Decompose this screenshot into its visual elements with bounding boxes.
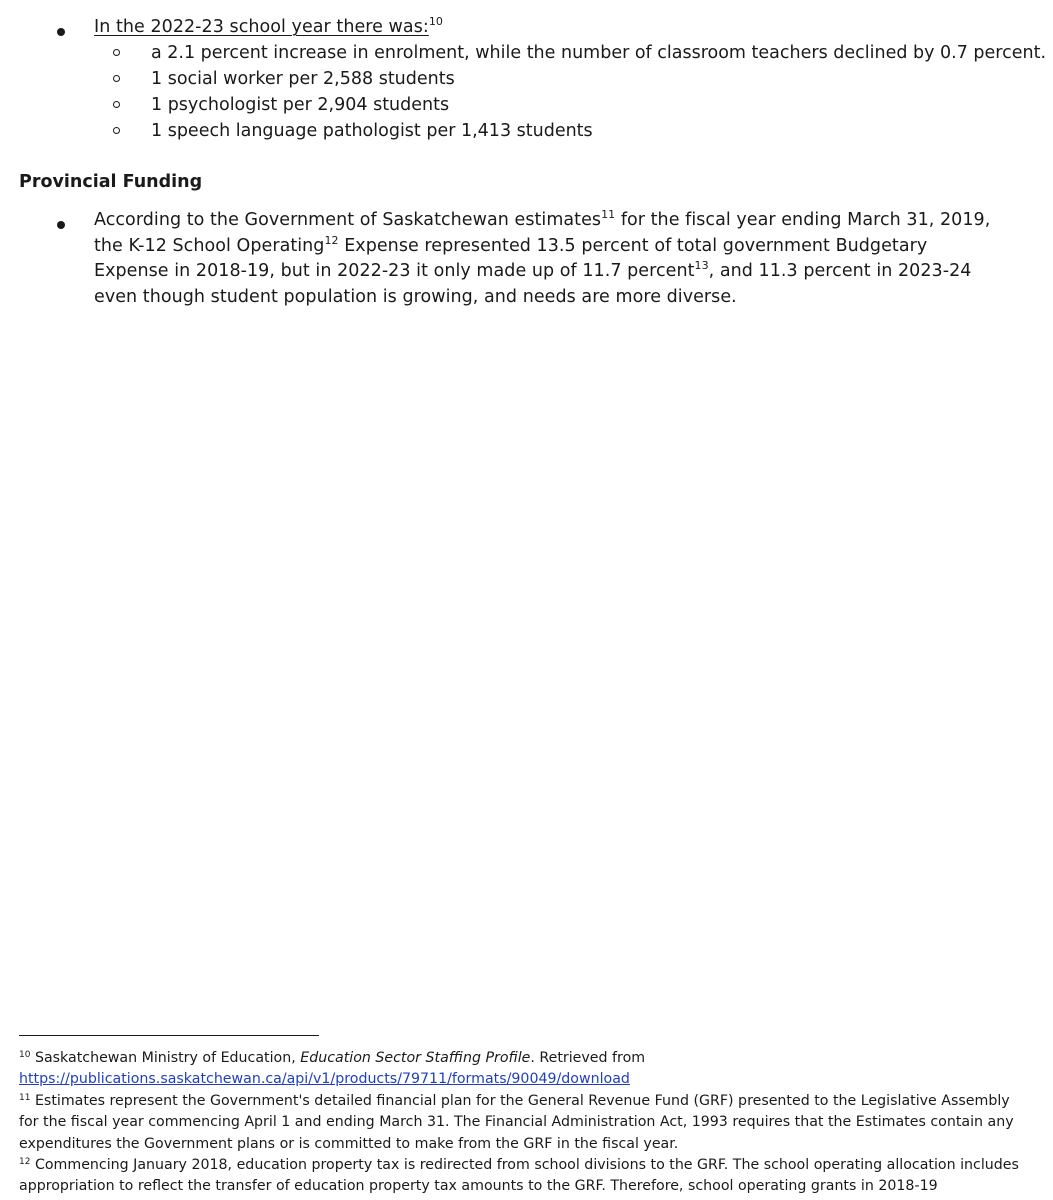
sub-list-item <box>0 41 1053 67</box>
funding-text-part4: , and 11.3 percent in 2023-24 even though student population is growing, and needs are more diverse. <box>94 261 972 308</box>
sub-list-item <box>0 67 1053 93</box>
footnote-ref-10[interactable]: 10 <box>428 15 443 28</box>
footnote-10-link[interactable]: https://publications.saskatchewan.ca/api/v1/products/79711/formats/90049/download <box>19 1071 630 1088</box>
circle-bullet-icon <box>113 101 120 108</box>
footnote-11-text: Estimates represent the Government's detailed financial plan for the General Revenue Fund (GRF) presented to the Legislative Assembly for the fiscal year commencing April 1 and ending March 31. The Financial Administration Act, 1993 requires that the Estimates contain any expenditures the Government plans or is committed to make from the GRF in the fiscal year. <box>19 1092 1014 1152</box>
footnote-ref-12[interactable]: 12 <box>324 233 339 247</box>
bullet-icon <box>57 28 65 36</box>
funding-text-part1: According to the Government of Saskatchewan estimates <box>94 210 602 230</box>
sub-list-item <box>0 93 1053 119</box>
footnote-10-title: Education Sector Staffing Profile <box>300 1050 531 1066</box>
sub-item-speech-pathologist: 1 speech language pathologist per 1,413 students <box>151 121 593 141</box>
sub-item-enrolment: a 2.1 percent increase in enrolment, while the number of classroom teachers declined by 0.7 percent. <box>151 43 1047 63</box>
footnote-12 <box>19 1155 1019 1198</box>
bullet-icon <box>57 221 65 229</box>
footnote-separator <box>19 1035 319 1036</box>
footnote-10-suffix: . Retrieved from <box>530 1050 646 1066</box>
circle-bullet-icon <box>113 127 120 134</box>
footnote-10 <box>19 1048 1019 1091</box>
staffing-intro-text: In the 2022-23 school year there was: <box>94 17 429 37</box>
footnotes <box>19 1048 1019 1198</box>
sub-item-social-worker: 1 social worker per 2,588 students <box>151 69 455 89</box>
footnote-10-text: Saskatchewan Ministry of Education, <box>30 1050 301 1066</box>
footnote-11 <box>19 1091 1019 1155</box>
footnote-number: 11 <box>19 1092 31 1103</box>
funding-text-part3: Expense represented 13.5 percent of total government Budgetary Expense in 2018-19, but in 2022-23 it only made up of 11.7 percent <box>94 235 928 282</box>
footnote-12-text: Commencing January 2018, education property tax is redirected from school divisions to the GRF. The school operating allocation includes appropriation to reflect the transfer of education property tax amounts to the GRF. Therefore, school operating grants in 2018-19 <box>19 1157 1019 1195</box>
sub-list-item <box>0 119 1053 145</box>
funding-text-part2: for the fiscal year ending March 31, 2019, the K-12 School Operating <box>94 210 991 256</box>
circle-bullet-icon <box>113 49 120 56</box>
footnote-ref-13[interactable]: 13 <box>694 259 709 273</box>
section-heading: Provincial Funding <box>19 172 203 192</box>
bullet-staffing-intro <box>94 15 994 41</box>
bullet-funding-text <box>94 208 994 311</box>
footnote-number: 10 <box>19 1050 31 1060</box>
circle-bullet-icon <box>113 75 120 82</box>
footnote-number: 12 <box>19 1157 31 1168</box>
sub-item-psychologist: 1 psychologist per 2,904 students <box>151 95 450 115</box>
footnote-ref-11[interactable]: 11 <box>601 208 616 221</box>
